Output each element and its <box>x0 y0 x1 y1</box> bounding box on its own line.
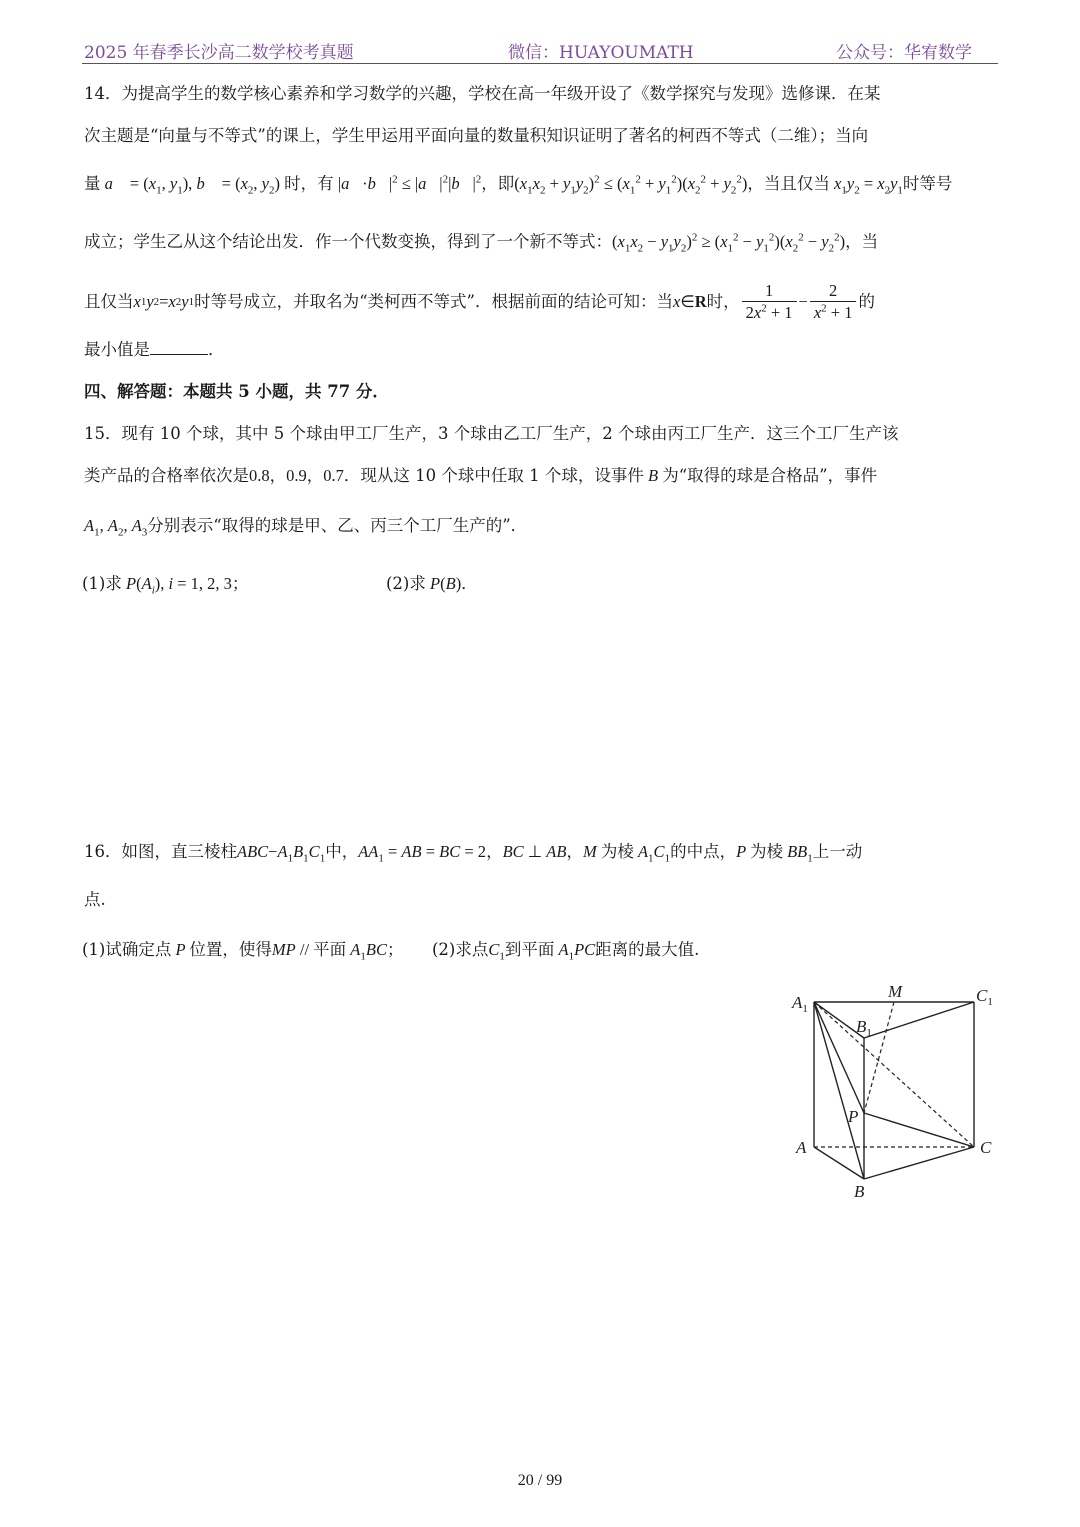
q16-text: ， <box>486 842 503 861</box>
q16-text: 到平面 <box>504 940 555 959</box>
prism-figure <box>780 975 1010 1205</box>
q14-line2: 次主题是“向量与不等式”的课上，学生甲运用平面向量的数量积知识证明了著名的柯西不等式（二维）；当向 <box>84 126 869 145</box>
q15-part2: (2)求 P(B)． <box>386 574 478 593</box>
label-B1: $B_1$ <box>856 1017 872 1039</box>
q14-text: 最小值是 <box>84 340 150 359</box>
q15-text: 类产品的合格率依次是 <box>84 466 249 485</box>
q16-text: 距离的最大值. <box>595 940 700 959</box>
q14-line1: 14．为提高学生的数学核心素养和学习数学的兴趣，学校在高一年级开设了《数学探究与发现》选修课．在某 <box>84 84 881 103</box>
q16-text: ， <box>566 842 583 861</box>
label-C: C <box>980 1138 992 1157</box>
page-number: 20 / 99 <box>517 1472 563 1489</box>
q14-text: 且仅当 <box>84 292 134 311</box>
q14-text: 量 <box>84 174 101 193</box>
fraction-2: $\frac{2}{x^2 + 1}$ <box>810 281 857 324</box>
q16-parts: (1)试确定点 P 位置，使得MP // 平面 $A_1BC$； (2)求点$C_1$到平面 $A_1PC$距离的最大值. <box>82 940 700 963</box>
q14-text: ，当且仅当 <box>747 174 830 193</box>
q15-text: 为“取得的球是合格品”，事件 <box>662 466 878 485</box>
header-center: 微信：HUAYOUMATH <box>508 43 694 63</box>
q16-text: 为棱 <box>749 842 783 861</box>
q16-text: (1)试确定点 <box>82 940 172 959</box>
header-right: 公众号：华宥数学 <box>836 43 972 63</box>
q14-text: ． <box>208 340 225 359</box>
q15-line1: 15．现有 10 个球，其中 5 个球由甲工厂生产，3 个球由乙工厂生产，2 个球由丙工厂生产．这三个工厂生产该 <box>84 424 899 443</box>
label-B: B <box>854 1182 865 1201</box>
q16-text: 上一动 <box>812 842 863 861</box>
q15-line3: $A_1$, $A_2$, $A_3$分别表示“取得的球是甲、乙、丙三个工厂生产的”． <box>84 516 528 539</box>
fraction-1: $\frac{1}{2x^2 + 1}$ <box>742 281 797 324</box>
q14-text: 时等号成立，并取名为“类柯西不等式”．根据前面的结论可知：当 <box>194 292 673 311</box>
q15-part1: (1)求 $P(A_i)$, i = 1, 2, 3； <box>82 574 249 597</box>
q15-text: (1)求 <box>82 574 122 593</box>
label-A: A <box>796 1138 807 1157</box>
q15-line2: 类产品的合格率依次是0.8，0.9，0.7．现从这 10 个球中任取 1 个球，设事件 B 为“取得的球是合格品”，事件 <box>84 466 878 485</box>
q14-text: 成立；学生乙从这个结论出发．作一个代数变换，得到了一个新不等式： <box>84 232 612 251</box>
q15-text: (2)求 <box>386 574 426 593</box>
q14-line5: 且仅当 x 1 y 2 = x 2 y 1 时等号成立，并取名为“类柯西不等式”．根据前面的结论可知：当 x ∈ R 时， $\frac{1}{2x^2 + 1}$ − $\frac{2}{x^2 + 1}$ 的 <box>84 280 875 322</box>
q14-text: ，即 <box>481 174 515 193</box>
section-title: 四、解答题：本题共 5 小题，共 77 分． <box>84 382 389 401</box>
label-M: M <box>888 982 903 1001</box>
q16-line1: 16．如图，直三棱柱$ABC-A_1B_1C_1$中，$AA_1$ = AB = BC = 2，BC ⊥ AB，M 为棱 $A_1C_1$的中点，P 为棱 $BB_1$上一动 <box>84 842 863 865</box>
q14-text: 时等号 <box>902 174 953 193</box>
q16-text: 的中点， <box>670 842 737 861</box>
q16-text: 16．如图，直三棱柱 <box>84 842 237 861</box>
q16-text: 位置，使得 <box>189 940 272 959</box>
q16-text: 中， <box>325 842 359 861</box>
q14-text: ，当 <box>845 232 879 251</box>
q15-text: ．现从这 10 个球中任取 1 个球，设事件 <box>343 466 644 485</box>
header-left: 2025 年春季长沙高二数学校考真题 <box>84 43 354 63</box>
q14-text: 的 <box>858 292 875 311</box>
header-rule <box>82 63 998 64</box>
q14-text: 时， <box>706 292 740 311</box>
label-C1: $C_1$ <box>976 986 993 1008</box>
q16-text: 平面 <box>313 940 347 959</box>
q16-text: (2)求点 <box>431 940 489 959</box>
q15-text: 分别表示“取得的球是甲、乙、丙三个工厂生产的”． <box>147 516 528 535</box>
q14-text: 时，有 <box>284 174 334 193</box>
q14-line6 <box>84 338 998 362</box>
label-A1: $A_1$ <box>792 993 808 1015</box>
q16-line2: 点. <box>84 890 106 909</box>
label-P: P <box>848 1107 859 1126</box>
q16-text: 为棱 <box>600 842 634 861</box>
q14-line3: 量 a⃗ = ($x_1$, $y_1$), b⃗ = ($x_2$, $y_2$) 时，有 $|a⃗\cdot b⃗|^2$ ≤ $|a⃗|^2|b⃗|^2$，即$(x_1x_2 + y_1y_2)^2 \le (x_1^2 + y_1^2)(x_2^2 + y_2^2)$，当且仅当 $x_1y_2 = x_2y_1$时等号 <box>84 173 953 197</box>
answer-blank[interactable] <box>150 338 208 355</box>
q14-line4: 成立；学生乙从这个结论出发．作一个代数变换，得到了一个新不等式：$(x_1x_2 - y_1y_2)^2 \ge (x_1^2 - y_1^2)(x_2^2 - y_2^2)$，当 <box>84 231 879 255</box>
